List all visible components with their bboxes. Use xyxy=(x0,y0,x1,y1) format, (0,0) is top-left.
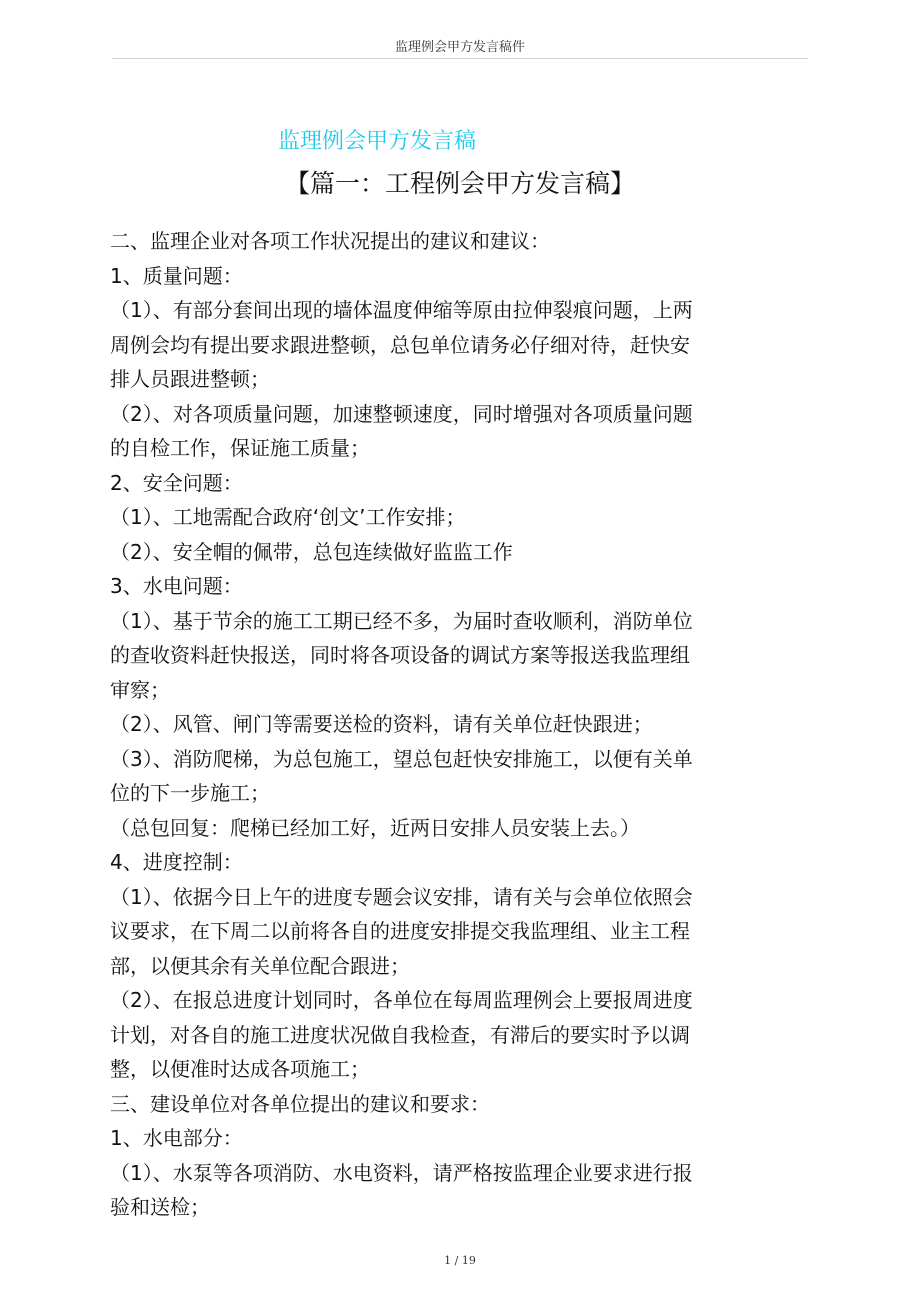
body-line: （2）、风管、闸门等需要送检的资料，请有关单位赶快跟进； xyxy=(110,712,653,736)
body-line: 审察； xyxy=(110,677,170,702)
body-line: 计划，对各自的施工进度状况做自我检查，有滞后的要实时予以调 xyxy=(110,1022,690,1047)
body-line: （1）、有部分套间出现的墙体温度伸缩等原由拉伸裂痕问题，上两 xyxy=(110,298,693,322)
page-number: 1 / 19 xyxy=(444,1254,476,1267)
body-line: （1）、依据今日上午的进度专题会议安排，请有关与会单位依照会 xyxy=(110,884,693,909)
body-line: 议要求，在下周二以前将各自的进度安排提交我监理组、业主工程 xyxy=(110,919,690,943)
body-line: （1）、基于节余的施工工期已经不多，为届时查收顺利，消防单位 xyxy=(110,608,693,633)
body-line: 位的下一步施工； xyxy=(110,781,270,805)
body-line: （2）、在报总进度计划同时，各单位在每周监理例会上要报周进度 xyxy=(110,988,693,1012)
body-line: （总包回复：爬梯已经加工好，近两日安排人员安装上去。） xyxy=(110,815,640,840)
body-line: 三、建设单位对各单位提出的建议和要求： xyxy=(110,1091,490,1116)
body-line: 的查收资料赶快报送，同时将各项设备的调试方案等报送我监理组 xyxy=(110,643,690,667)
body-line: 二、监理企业对各项工作状况提出的建议和建议： xyxy=(110,229,550,253)
body-line: 部，以便其余有关单位配合跟进； xyxy=(110,953,410,978)
body-line: （2）、对各项质量问题，加速整顿速度，同时增强对各项质量问题 xyxy=(110,401,693,426)
body-line: （3）、消防爬梯，为总包施工，望总包赶快安排施工，以便有关单 xyxy=(110,746,693,771)
body-line: 3、水电问题： xyxy=(110,574,243,598)
header-divider xyxy=(112,58,808,59)
body-line: 的自检工作，保证施工质量； xyxy=(110,436,370,460)
document-subtitle: 【篇一：工程例会甲方发言稿】 xyxy=(284,169,635,198)
page-header: 监理例会甲方发言稿件 xyxy=(394,40,525,55)
body-line: 验和送检； xyxy=(110,1195,210,1219)
document-title: 监理例会甲方发言稿 xyxy=(278,129,477,154)
body-line: 排人员跟进整顿； xyxy=(110,367,270,391)
body-line: 1、质量问题： xyxy=(110,263,243,288)
body-line: 整，以便准时达成各项施工； xyxy=(110,1057,370,1081)
body-line: （1）、工地需配合政府‘创文’工作安排； xyxy=(110,505,466,529)
body-line: 周例会均有提出要求跟进整顿，总包单位请务必仔细对待，赶快安 xyxy=(110,332,690,357)
body-line: （2）、安全帽的佩带，总包连续做好监监工作 xyxy=(110,539,513,564)
body-line: 1、水电部分： xyxy=(110,1126,243,1150)
document-body xyxy=(110,224,750,1225)
body-line: （1）、水泵等各项消防、水电资料，请严格按监理企业要求进行报 xyxy=(110,1160,693,1185)
body-line: 2、安全问题： xyxy=(110,470,243,495)
body-line: 4、进度控制： xyxy=(110,850,243,874)
